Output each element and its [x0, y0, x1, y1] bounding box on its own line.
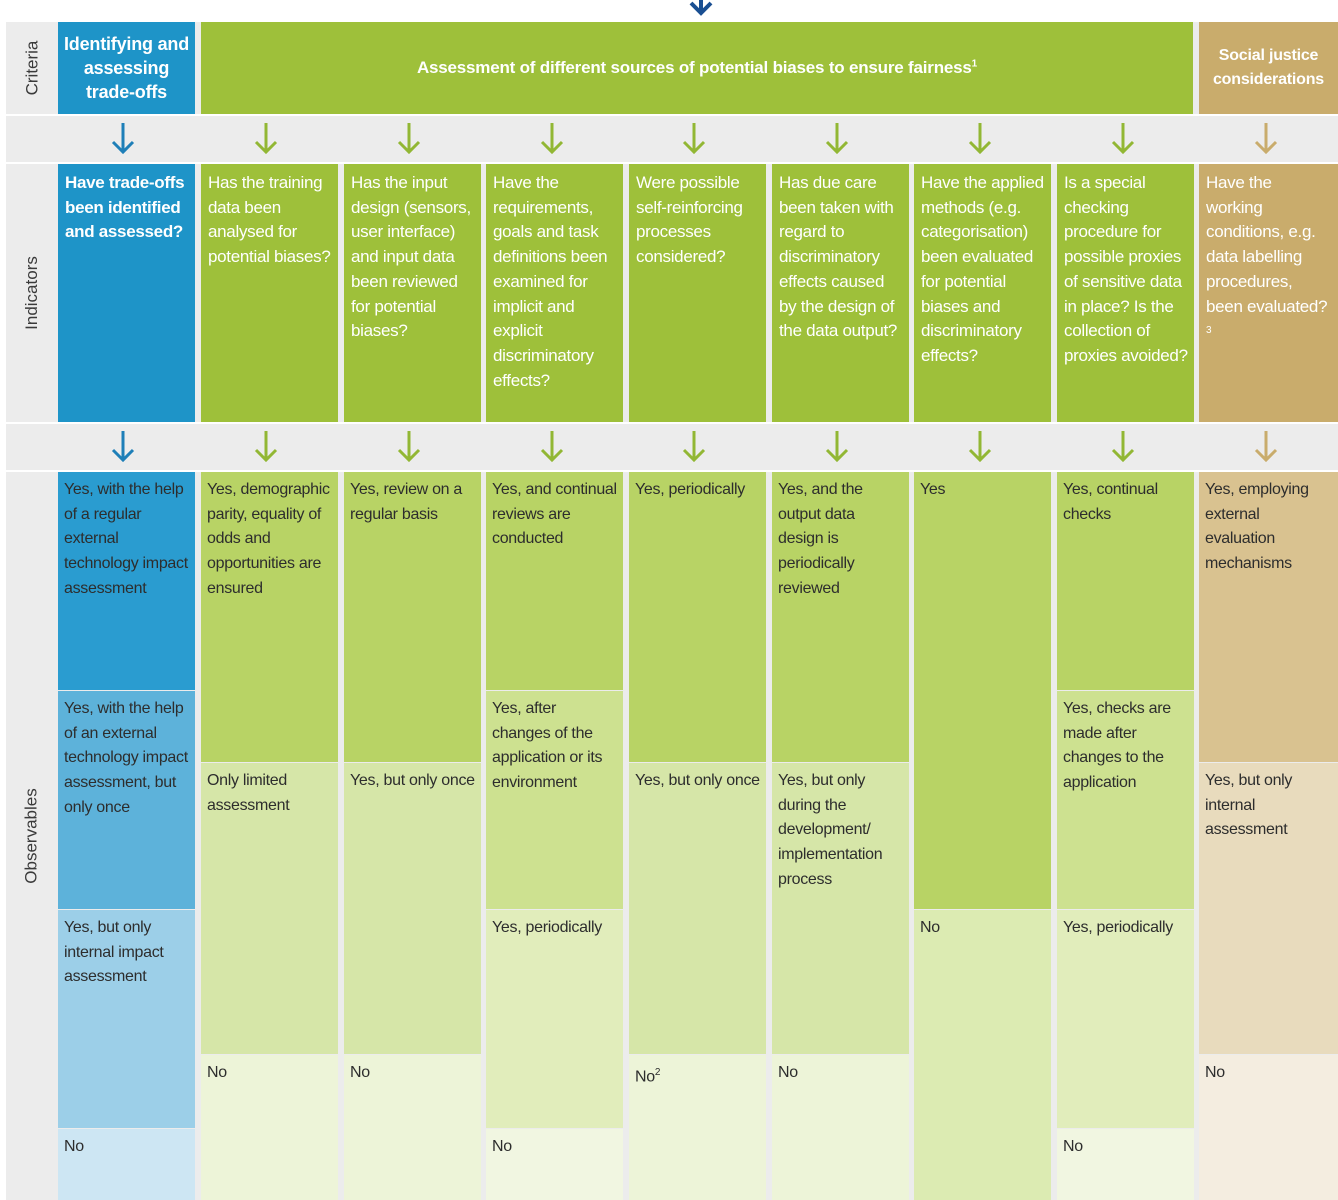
arrow-down-icon	[1108, 120, 1138, 158]
observable-cell: Yes, periodically	[629, 472, 766, 762]
arrow-down-icon	[108, 120, 138, 158]
observable-cell: No	[1057, 1129, 1194, 1200]
arrow-down-icon	[822, 428, 852, 466]
observable-cell: Yes, but only internal impact assessment	[58, 910, 195, 1128]
row-label-observables: Observables	[22, 788, 41, 884]
arrow-down-icon	[251, 120, 281, 158]
observable-cell: No	[58, 1129, 195, 1200]
indicator-cell: Has the training data been analysed for potential biases?	[201, 164, 338, 422]
observable-cell: Yes, checks are made after changes to the application	[1057, 691, 1194, 909]
indicator-cell: Has the input design (sensors, user interface) and input data been reviewed for potential biases?	[344, 164, 481, 422]
arrow-down-icon	[965, 428, 995, 466]
observable-cell: Yes, after changes of the application or its environment	[486, 691, 623, 909]
observable-cell: Yes, but only during the development/ implementation process	[772, 763, 909, 1054]
observable-cell: Yes, continual checks	[1057, 472, 1194, 690]
observable-cell: No	[344, 1055, 481, 1200]
observable-cell: Yes, with the help of an external technology impact assessment, but only once	[58, 691, 195, 909]
arrow-down-icon	[679, 428, 709, 466]
indicator-cell: Were possible self-reinforcing processes considered?	[629, 164, 766, 422]
top-arrow-icon	[686, 0, 716, 16]
arrow-band-1	[6, 116, 1338, 162]
arrow-down-icon	[394, 120, 424, 158]
criteria-social: Social justice considerations	[1199, 22, 1338, 114]
arrow-down-icon	[394, 428, 424, 466]
observable-cell: No	[914, 910, 1051, 1200]
observable-cell: Yes	[914, 472, 1051, 909]
row-label-indicators: Indicators	[22, 256, 42, 330]
indicator-cell: Has due care been taken with regard to discriminatory effects caused by the design of the data output?	[772, 164, 909, 422]
observable-cell: Yes, periodically	[1057, 910, 1194, 1128]
observable-cell: Yes, and continual reviews are conducted	[486, 472, 623, 690]
observable-cell: Yes, employing external evaluation mechanisms	[1199, 472, 1338, 762]
arrow-down-icon	[537, 120, 567, 158]
indicator-cell: Have the requirements, goals and task definitions been examined for implicit and explicit discriminatory effects?	[486, 164, 623, 422]
row-label-criteria: Criteria	[22, 40, 42, 96]
indicator-cell: Have the applied methods (e.g. categorisation) been evaluated for potential biases and discriminatory effects?	[914, 164, 1051, 422]
arrow-down-icon	[251, 428, 281, 466]
observable-cell: Only limited assessment	[201, 763, 338, 1054]
observable-cell: Yes, but only internal assessment	[1199, 763, 1338, 1054]
arrow-down-icon	[965, 120, 995, 158]
observable-cell: Yes, review on a regular basis	[344, 472, 481, 762]
indicator-cell: Is a special checking procedure for possible proxies of sensitive data in place? Is the collection of proxies avoided?	[1057, 164, 1194, 422]
observable-cell: No	[201, 1055, 338, 1200]
indicator-cell: Have trade-offs been identified and assessed?	[58, 164, 195, 422]
observable-cell: No$^2$	[629, 1055, 766, 1200]
observable-cell: Yes, demographic parity, equality of odds and opportunities are ensured	[201, 472, 338, 762]
observable-cell: Yes, periodically	[486, 910, 623, 1128]
indicator-cell: Have the working conditions, e.g. data labelling procedures, been evaluated?$^3$	[1199, 164, 1338, 422]
arrow-band-2	[6, 424, 1338, 470]
observable-cell: Yes, with the help of a regular external technology impact assessment	[58, 472, 195, 690]
arrow-down-icon	[679, 120, 709, 158]
arrow-down-icon	[822, 120, 852, 158]
arrow-down-icon	[537, 428, 567, 466]
arrow-down-icon	[1251, 120, 1281, 158]
observable-cell: No	[1199, 1055, 1338, 1200]
observable-cell: Yes, but only once	[344, 763, 481, 1054]
observable-cell: No	[772, 1055, 909, 1200]
criteria-biases: Assessment of different sources of potential biases to ensure fairness$^1$	[201, 22, 1193, 114]
criteria-tradeoffs: Identifying and assessing trade-offs	[58, 22, 195, 114]
arrow-down-icon	[1108, 428, 1138, 466]
observable-cell: No	[486, 1129, 623, 1200]
arrow-down-icon	[1251, 428, 1281, 466]
observable-cell: Yes, and the output data design is periodically reviewed	[772, 472, 909, 762]
arrow-down-icon	[108, 428, 138, 466]
observable-cell: Yes, but only once	[629, 763, 766, 1054]
